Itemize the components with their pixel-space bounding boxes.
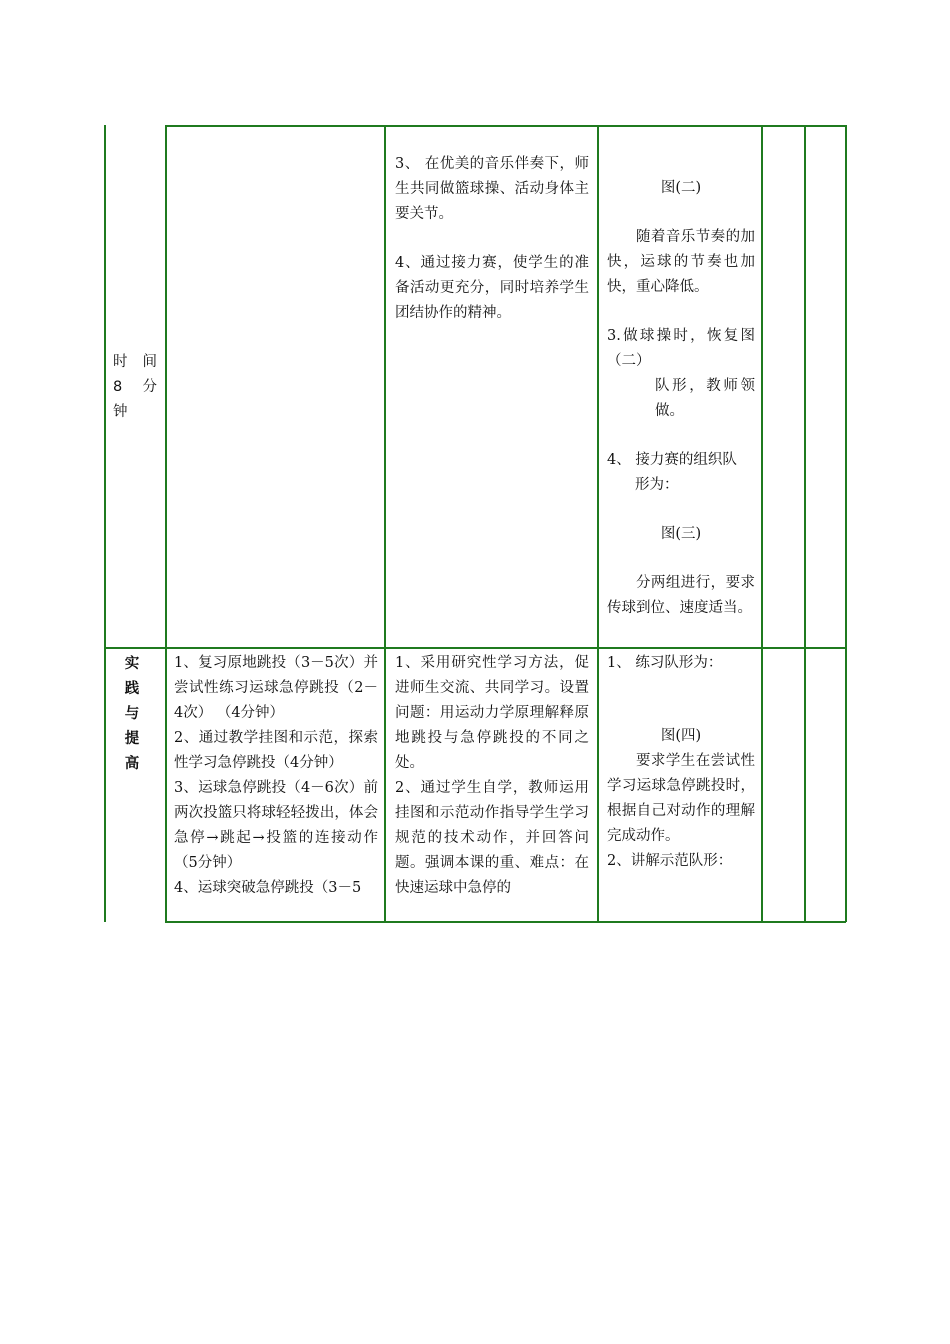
method-item: 1、采用研究性学习方法，促进师生交流、共同学习。设置问题：用运动力学原理解释原地跳投与急停跳投的不同之处。 <box>395 655 589 771</box>
section-label <box>118 652 146 777</box>
content-item: 3、运球急停跳投（4－6次）前两次投篮只将球轻轻拨出，体会急停→跳起→投篮的连接动作 （5分钟） <box>174 780 378 871</box>
row1-method-cell <box>395 152 589 326</box>
organization-item: 1、 练习队形为： <box>607 655 723 671</box>
col-divider-5 <box>804 125 806 922</box>
organization-item: 4、 接力赛的组织队 <box>607 452 737 468</box>
col-divider-1 <box>165 125 167 922</box>
content-item: 4、运球突破急停跳投（3－5 <box>174 880 362 896</box>
col-divider-4 <box>761 125 763 922</box>
time-label-char: 钟 <box>113 404 128 420</box>
row2-organization-cell <box>607 651 755 874</box>
content-item: 1、复习原地跳投（3－5次）并尝试性练习运球急停跳投（2－4次） （4分钟） <box>174 655 378 721</box>
organization-note: 随着音乐节奏的加快，运球的节奏也加快，重心降低。 <box>607 229 755 295</box>
table-right-border <box>845 125 847 922</box>
organization-item: 3.做球操时，恢复图（二） <box>607 328 755 369</box>
figure-label: 图(三) <box>660 526 702 542</box>
organization-item: 形为： <box>635 477 679 493</box>
section-label-char: 践 <box>124 681 140 697</box>
content-item: 2、通过教学挂图和示范，探索性学习急停跳投（4分钟） <box>174 730 378 771</box>
figure-label: 图(四) <box>660 728 702 744</box>
time-label <box>113 350 157 425</box>
organization-item: 2、讲解示范队形： <box>607 853 733 869</box>
figure-label: 图(二) <box>660 180 702 196</box>
col-divider-3 <box>597 125 599 922</box>
table-left-border <box>104 125 106 922</box>
method-item: 3、 在优美的音乐伴奏下，师生共同做篮球操、活动身体主要关节。 <box>395 156 589 222</box>
method-item: 4、通过接力赛，使学生的准备活动更充分，同时培养学生团结协作的精神。 <box>395 255 589 321</box>
organization-note: 分两组进行，要求传球到位、速度适当。 <box>607 575 755 616</box>
section-label-char: 提 <box>124 731 140 747</box>
row2-method-cell <box>395 651 589 901</box>
time-label-char: 8 <box>113 379 123 395</box>
section-label-char: 与 <box>124 706 140 722</box>
row-divider <box>104 647 846 649</box>
time-label-char: 时 <box>113 354 128 370</box>
method-item: 2、通过学生自学，教师运用挂图和示范动作指导学生学习规范的技术动作，并回答问题。强调本课的重、难点：在快速运球中急停的 <box>395 780 589 896</box>
organization-item: 队形，教师领做。 <box>655 378 755 419</box>
row2-content-cell <box>174 651 378 901</box>
time-label-char: 间 <box>142 354 157 370</box>
organization-note: 要求学生在尝试性学习运球急停跳投时，根据自己对动作的理解完成动作。 <box>607 753 755 844</box>
section-label-char: 高 <box>124 756 140 772</box>
section-label-char: 实 <box>124 656 140 672</box>
time-label-char: 分 <box>142 379 157 395</box>
col-divider-2 <box>384 125 386 922</box>
table-bottom-border <box>165 921 846 923</box>
table-top-border <box>165 125 846 127</box>
row1-organization-cell <box>607 176 755 621</box>
